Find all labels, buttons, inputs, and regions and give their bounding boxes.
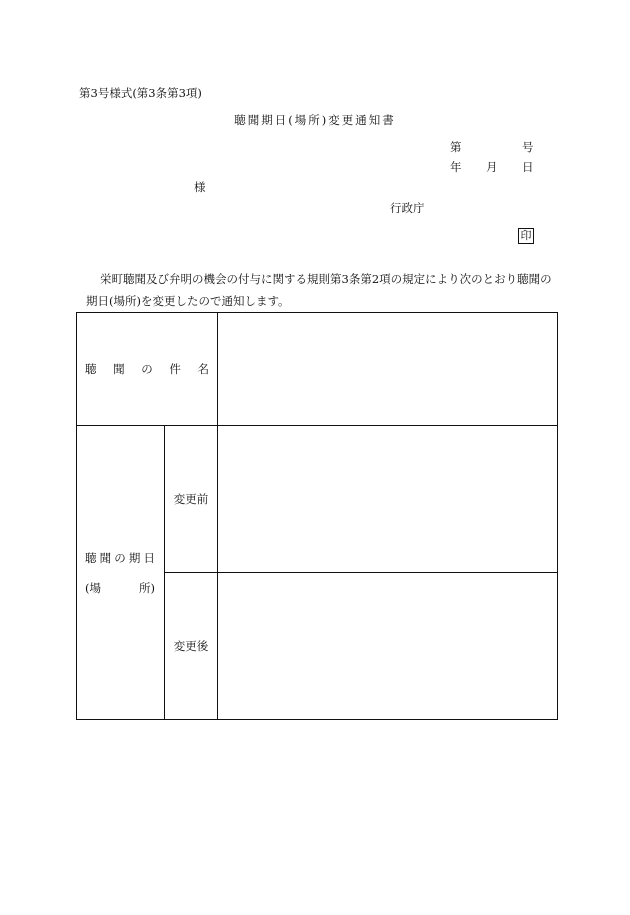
number-suffix: 号 [522,140,534,154]
place-char: 所) [139,580,155,595]
place-char: (場 [85,580,101,595]
case-name-row [77,313,558,426]
period-char: 日 [143,550,155,565]
period-char: の [114,550,126,565]
after-label-cell: 変更後 [165,573,218,720]
issuer-name: 行政庁 [390,201,425,215]
document-title: 聴聞期日(場所)変更通知書 [234,113,396,127]
case-name-label-cell [77,313,218,426]
before-value-cell[interactable] [218,426,558,573]
period-char: 期 [128,550,141,565]
date-day: 日 [522,160,534,174]
before-row [77,426,558,573]
seal-mark: 印 [518,228,534,244]
body-text: 栄町聴聞及び弁明の機会の付与に関する規則第3条第2項の規定により次のとおり聴聞の期日(場所)を変更したので通知します。 [86,272,552,308]
case-name-char: 件 [169,362,181,376]
case-name-char: 聞 [113,362,125,376]
case-name-char: 聴 [85,362,97,376]
number-prefix: 第 [450,140,462,154]
date-year: 年 [450,160,462,174]
case-name-char: 名 [197,362,209,376]
form-number-label: 第3号様式(第3条第3項) [79,86,202,100]
period-char: 聞 [99,550,112,565]
notice-table [76,312,558,720]
period-char: 聴 [85,550,97,565]
case-name-char: の [141,362,153,376]
before-label-cell: 変更前 [165,426,218,573]
after-value-cell[interactable] [218,573,558,720]
date-month: 月 [486,160,498,174]
period-label-cell [77,426,165,720]
recipient-suffix: 様 [194,180,206,194]
case-name-value-cell[interactable] [218,313,558,426]
